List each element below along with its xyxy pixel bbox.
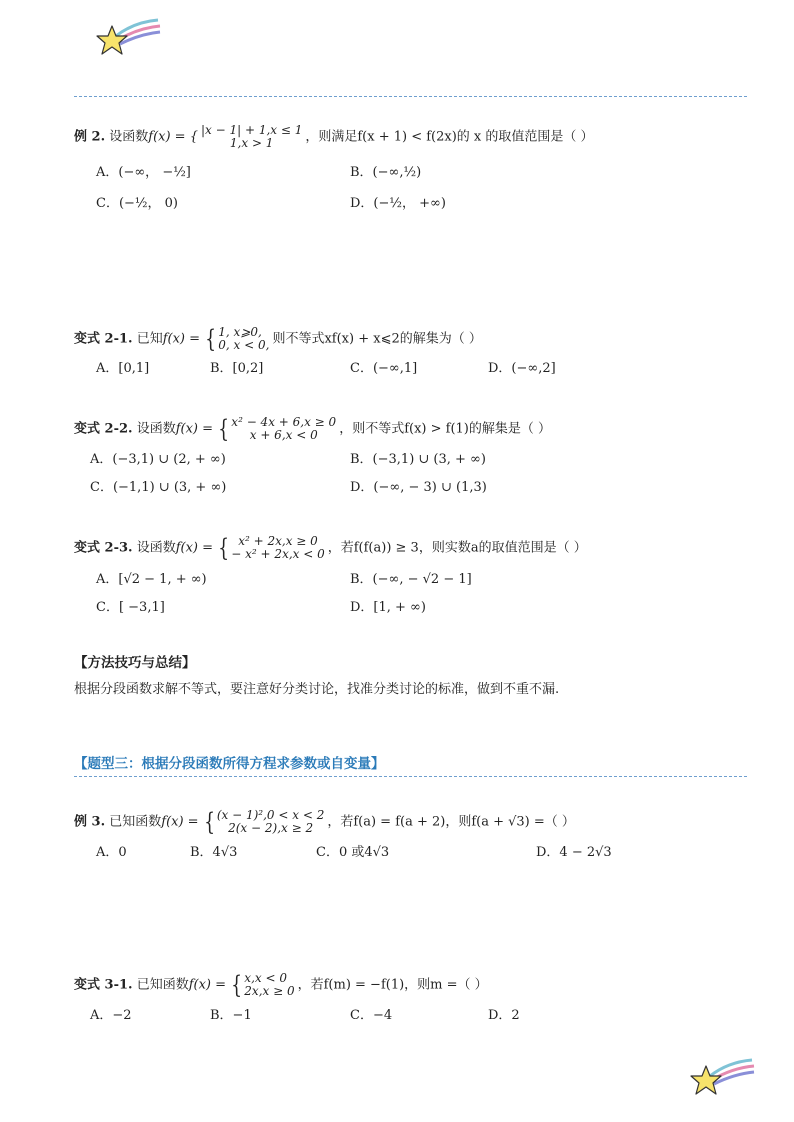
question-label: 例 2.: [74, 129, 106, 145]
question-label: 变式 2-1.: [74, 331, 133, 347]
piecewise: { x² − 4x + 6,x ≥ 0 x + 6,x < 0: [218, 415, 337, 443]
question-suffix: 则不等式xf(x) + x⩽2的解集为（ ）: [272, 331, 482, 347]
function-name: f(x) =: [162, 331, 201, 347]
option-c[interactable]: C．0 或4√3: [316, 845, 390, 860]
question-prefix: 已知函数: [109, 814, 162, 830]
question-label: 变式 2-3.: [74, 540, 133, 556]
case-line: 1,x > 1: [229, 136, 274, 150]
function-name: f(x) =: [175, 540, 214, 556]
question-prefix: 已知函数: [136, 977, 189, 993]
option-c[interactable]: C．(−∞,1]: [350, 361, 418, 376]
method-heading: 【方法技巧与总结】: [74, 655, 196, 671]
option-d[interactable]: D．(−½， +∞): [350, 196, 446, 211]
question-prefix: 已知: [136, 331, 163, 347]
function-name: f(x) =: [175, 421, 214, 437]
option-a[interactable]: A．0: [96, 845, 127, 860]
option-b[interactable]: B．(−3,1) ∪ (3, + ∞): [350, 452, 486, 467]
question-prefix: 设函数: [109, 129, 149, 145]
case-line: (x − 1)²,0 < x < 2: [216, 808, 325, 822]
option-b[interactable]: B．[0,2]: [210, 361, 264, 376]
piecewise: { 1, x⩾0, 0, x < 0,: [205, 325, 270, 353]
option-d[interactable]: D．2: [488, 1008, 520, 1023]
question-prefix: 设函数: [136, 540, 176, 556]
option-c[interactable]: C．(−½， 0): [96, 196, 178, 211]
question-label: 例 3.: [74, 814, 106, 830]
option-d[interactable]: D．4 − 2√3: [536, 845, 612, 860]
question-v31: [74, 972, 488, 998]
question-suffix: ，则不等式f(x) > f(1)的解集是（ ）: [339, 421, 551, 437]
question-suffix: ，则满足f(x + 1) < f(2x)的 x 的取值范围是（ ）: [305, 129, 594, 145]
question-v22: [74, 416, 551, 442]
option-a[interactable]: A．(−3,1) ∪ (2, + ∞): [90, 452, 226, 467]
function-name: f(x) =: [161, 814, 199, 830]
question-suffix: ，若f(m) = −f(1)，则m =（ ）: [297, 977, 488, 993]
option-a[interactable]: A．[0,1]: [96, 361, 150, 376]
option-a[interactable]: A．(−∞， −½]: [96, 165, 191, 180]
option-c[interactable]: C．(−1,1) ∪ (3, + ∞): [90, 480, 227, 495]
question-ex2: [74, 124, 594, 150]
question-prefix: 设函数: [136, 421, 176, 437]
option-b[interactable]: B．(−∞,½): [350, 165, 422, 180]
section-heading: 【题型三：根据分段函数所得方程求参数或自变量】: [74, 756, 385, 772]
case-line: x² − 4x + 6,x ≥ 0: [231, 415, 337, 429]
option-d[interactable]: D．(−∞,2]: [488, 361, 556, 376]
option-d[interactable]: D．(−∞, − 3) ∪ (1,3): [350, 480, 487, 495]
case-line: x,x < 0: [244, 971, 287, 985]
option-b[interactable]: B．4√3: [190, 845, 238, 860]
case-line: − x² + 2x,x < 0: [231, 547, 325, 561]
case-line: 2(x − 2),x ≥ 2: [228, 821, 314, 835]
piecewise: { x,x < 0 2x,x ≥ 0: [231, 971, 295, 999]
question-label: 变式 2-2.: [74, 421, 133, 437]
option-b[interactable]: B．(−∞, − √2 − 1]: [350, 572, 472, 587]
case-line: 0, x < 0,: [218, 338, 270, 352]
piecewise: [201, 124, 302, 150]
divider: [74, 96, 747, 97]
option-d[interactable]: D．[1, + ∞): [350, 600, 426, 615]
case-line: 2x,x ≥ 0: [244, 984, 295, 998]
question-v23: [74, 535, 587, 561]
case-line: x² + 2x,x ≥ 0: [238, 534, 318, 548]
option-c[interactable]: C．−4: [350, 1008, 393, 1023]
case-line: x + 6,x < 0: [249, 428, 318, 442]
option-a[interactable]: A．−2: [90, 1008, 132, 1023]
function-name: f(x) =: [188, 977, 227, 993]
question-v21: [74, 326, 482, 352]
question-suffix: ，若f(f(a)) ≥ 3，则实数a的取值范围是（ ）: [327, 540, 587, 556]
question-ex3: [74, 809, 575, 835]
option-c[interactable]: C．[ −3,1]: [96, 600, 165, 615]
shooting-star-icon: [688, 1054, 758, 1098]
case-line: |x − 1| + 1,x ≤ 1: [200, 123, 303, 137]
question-label: 变式 3-1.: [74, 977, 133, 993]
question-suffix: ，若f(a) = f(a + 2)，则f(a + √3) =（ ）: [327, 814, 575, 830]
shooting-star-icon: [94, 14, 164, 58]
piecewise: { x² + 2x,x ≥ 0 − x² + 2x,x < 0: [218, 534, 325, 562]
divider: [74, 776, 747, 777]
method-text: 根据分段函数求解不等式，要注意好分类讨论，找准分类讨论的标准，做到不重不漏.: [74, 682, 560, 697]
function-name: f(x) = {: [148, 129, 198, 145]
case-line: 1, x⩾0,: [218, 325, 262, 339]
option-a[interactable]: A．[√2 − 1, + ∞): [96, 572, 207, 587]
piecewise: { (x − 1)²,0 < x < 2 2(x − 2),x ≥ 2: [203, 808, 325, 836]
option-b[interactable]: B．−1: [210, 1008, 252, 1023]
